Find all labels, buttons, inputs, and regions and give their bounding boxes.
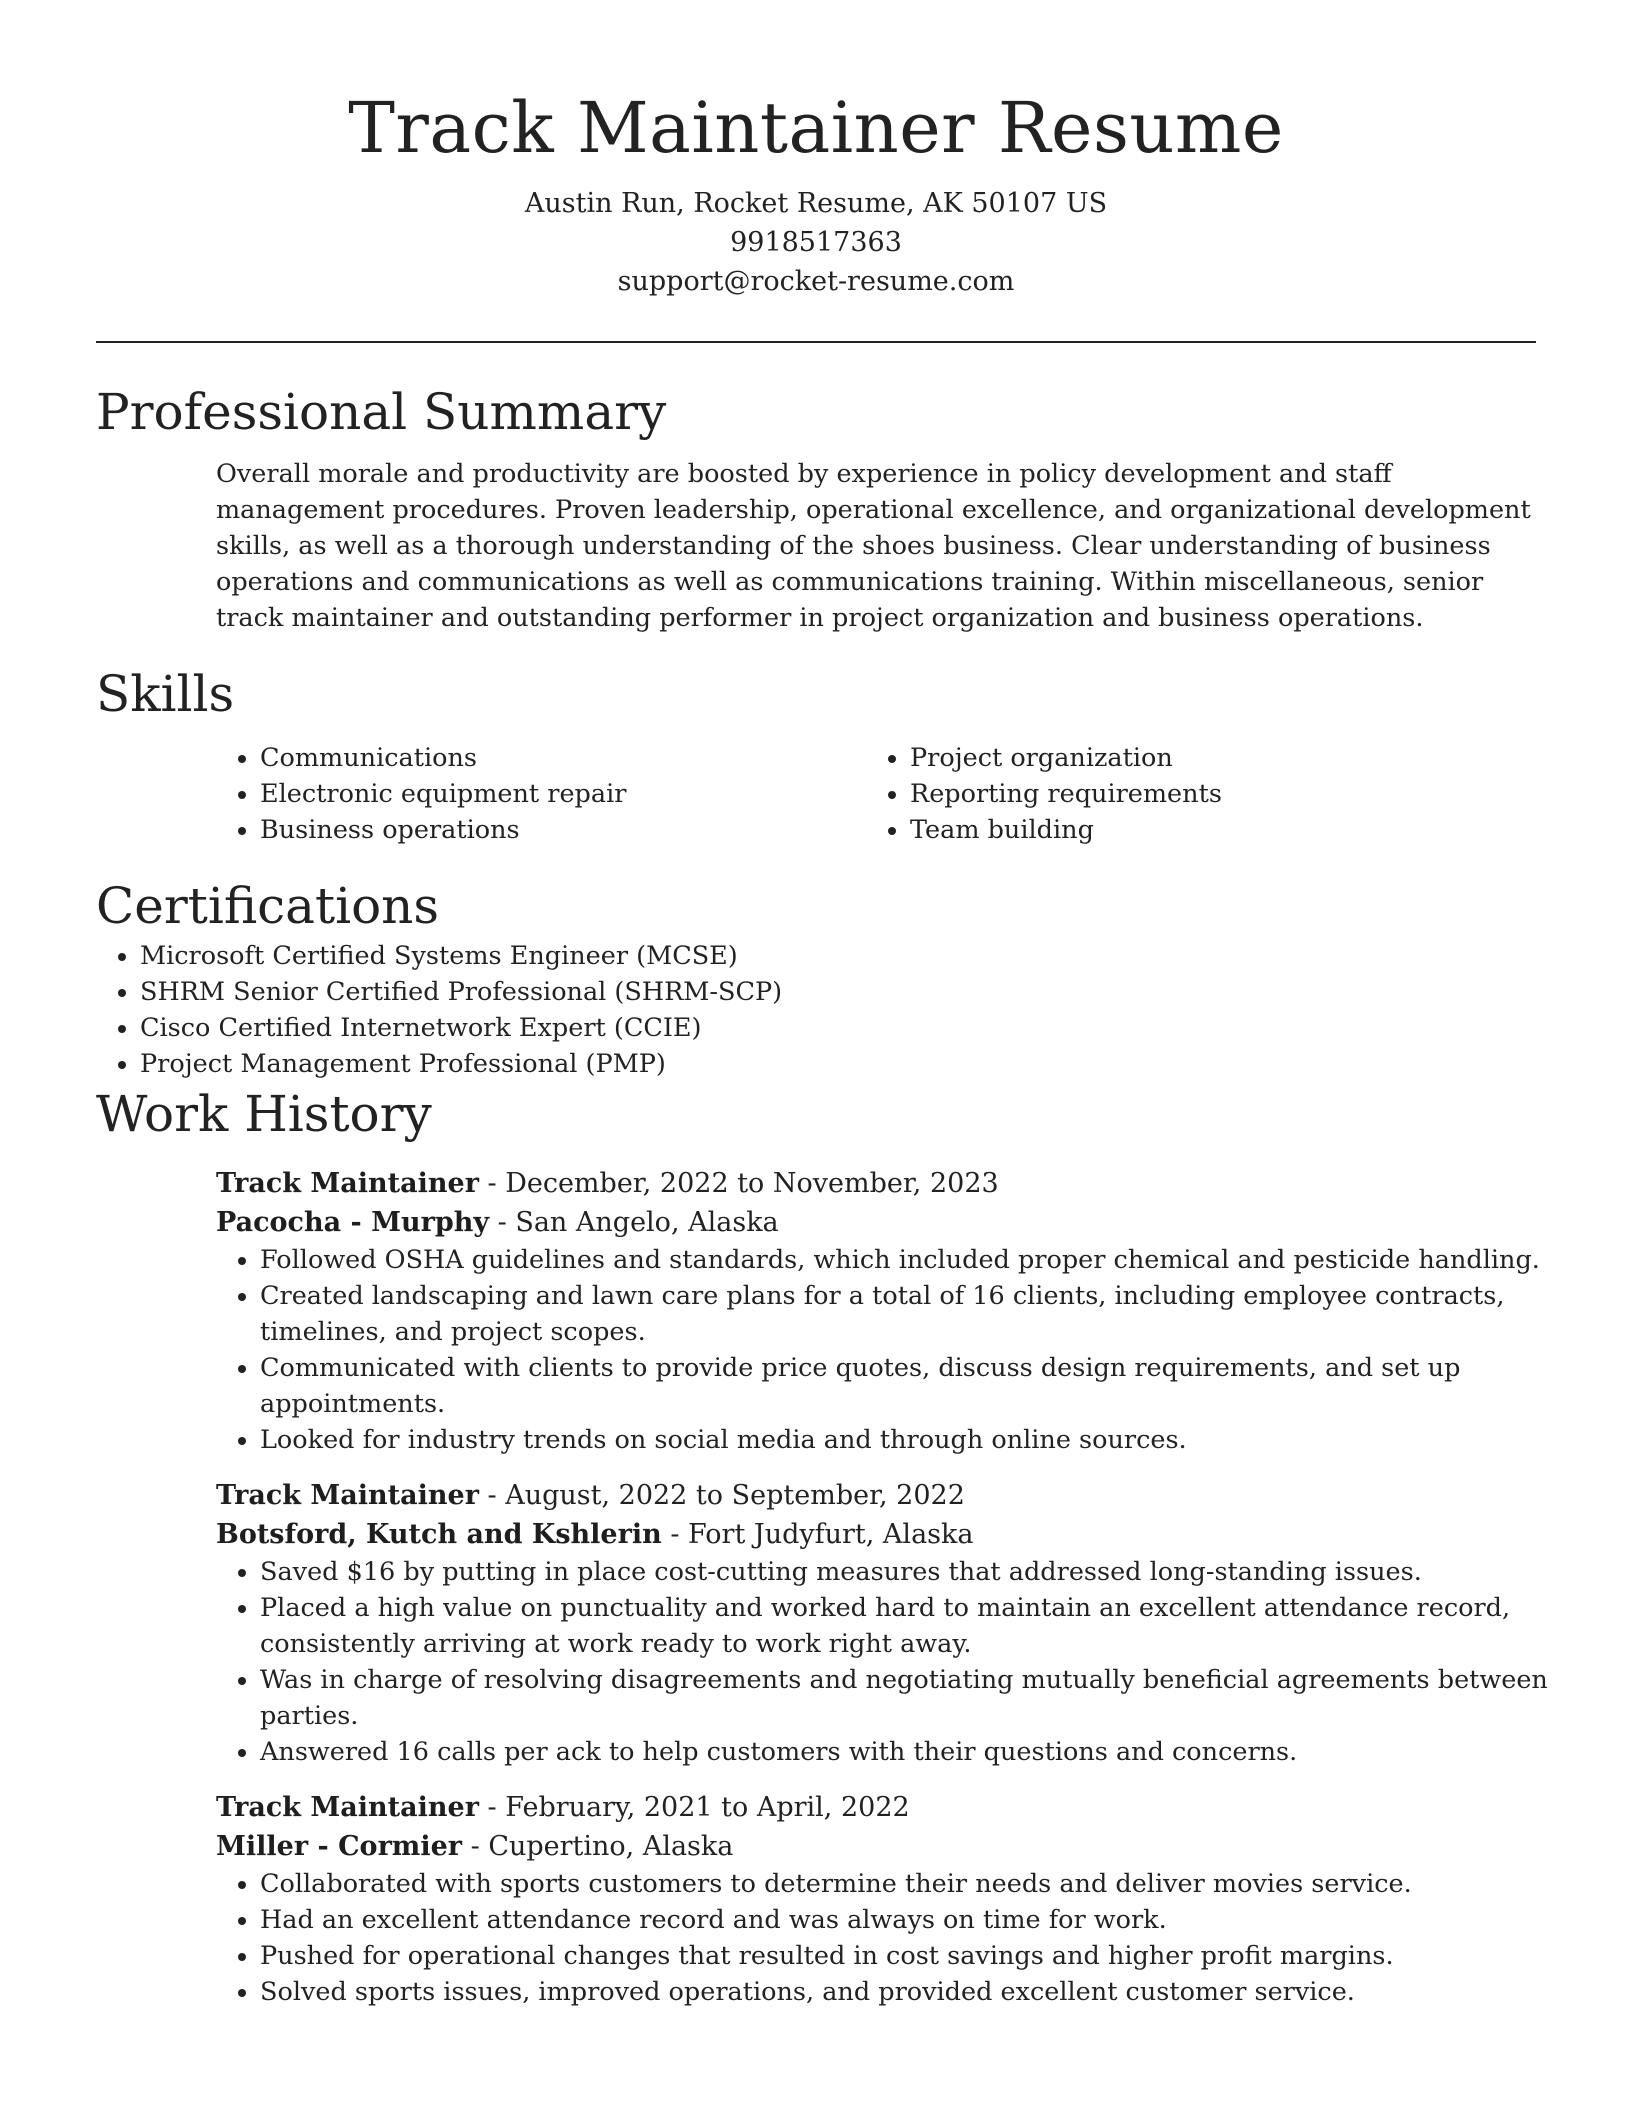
skills-grid — [216, 740, 1536, 848]
skills-section — [96, 662, 1536, 848]
job-dates: - August, 2022 to September, 2022 — [478, 1480, 965, 1511]
job-bullets — [216, 1866, 1580, 2010]
skill-item: • Project organization — [910, 740, 1516, 776]
job-bullet: • Was in charge of resolving disagreements and negotiating mutually beneficial agreements between parties. — [260, 1662, 1580, 1734]
skills-list-left — [216, 740, 866, 848]
job-bullet: • Saved $16 by putting in place cost-cutting measures that addressed long-standing issues. — [260, 1554, 1580, 1590]
certifications-section — [96, 874, 1536, 1082]
resume-header — [0, 0, 1632, 301]
job-bullet: • Looked for industry trends on social media and through online sources. — [260, 1422, 1580, 1458]
job-company: Pacocha - Murphy — [216, 1207, 490, 1238]
job-bullet: • Created landscaping and lawn care plans for a total of 16 clients, including employee contracts, timelines, and project scopes. — [260, 1278, 1580, 1350]
job-entry — [216, 1788, 1536, 2010]
job-title-line — [216, 1788, 1536, 1827]
job-title: Track Maintainer — [216, 1168, 479, 1199]
summary-text: Overall morale and productivity are boosted by experience in policy development and staff management procedures. Proven leadership, operational excellence, and organizational development skills, as well as a thorough understanding of the shoes business. Clear understanding of business operations and communications as well as communications training. Within miscellaneous, senior track maintainer and outstanding performer in project organization and business operations. — [216, 459, 1531, 633]
certification-item: • Microsoft Certified Systems Engineer (MCSE) — [140, 938, 1536, 974]
skill-item: • Reporting requirements — [910, 776, 1516, 812]
job-title: Track Maintainer — [216, 1480, 479, 1511]
job-title-line — [216, 1476, 1536, 1515]
contact-phone: 9918517363 — [730, 227, 902, 258]
contact-block — [0, 184, 1632, 301]
summary-section — [96, 380, 1536, 636]
job-bullet: • Had an excellent attendance record and was always on time for work. — [260, 1902, 1580, 1938]
job-entry — [216, 1164, 1540, 1458]
job-company-line — [216, 1827, 1536, 1866]
job-bullets — [216, 1554, 1580, 1770]
certification-item: • Cisco Certified Internetwork Expert (CCIE) — [140, 1010, 1536, 1046]
job-company-line — [216, 1203, 1536, 1242]
certification-item: • SHRM Senior Certified Professional (SHRM-SCP) — [140, 974, 1536, 1010]
job-company-line — [216, 1515, 1536, 1554]
work-history-heading: Work History — [96, 1085, 432, 1143]
job-bullet: • Solved sports issues, improved operations, and provided excellent customer service. — [260, 1974, 1580, 2010]
skill-item: • Communications — [260, 740, 866, 776]
skill-item: • Business operations — [260, 812, 866, 848]
certifications-list — [96, 938, 1536, 1082]
job-company: Botsford, Kutch and Kshlerin — [216, 1519, 662, 1550]
job-title: Track Maintainer — [216, 1792, 479, 1823]
resume-body — [96, 380, 1548, 2010]
work-history-section — [96, 1082, 1548, 2010]
job-bullets — [216, 1242, 1580, 1458]
job-location: - Cupertino, Alaska — [462, 1831, 734, 1862]
contact-email[interactable]: support@rocket-resume.com — [617, 266, 1015, 297]
job-entry — [216, 1476, 1548, 1770]
job-location: - San Angelo, Alaska — [489, 1207, 779, 1238]
job-location: - Fort Judyfurt, Alaska — [661, 1519, 974, 1550]
job-bullet: • Collaborated with sports customers to determine their needs and deliver movies service. — [260, 1866, 1580, 1902]
job-dates: - December, 2022 to November, 2023 — [478, 1168, 999, 1199]
resume-title: Track Maintainer Resume — [348, 87, 1284, 169]
job-title-line — [216, 1164, 1536, 1203]
header-divider — [96, 341, 1536, 343]
skill-item: • Electronic equipment repair — [260, 776, 866, 812]
certifications-heading: Certifications — [96, 877, 440, 935]
skill-item: • Team building — [910, 812, 1516, 848]
job-dates: - February, 2021 to April, 2022 — [478, 1792, 910, 1823]
job-bullet: • Followed OSHA guidelines and standards, which included proper chemical and pesticide handling. — [260, 1242, 1580, 1278]
skills-list-right — [866, 740, 1516, 848]
contact-address: Austin Run, Rocket Resume, AK 50107 US — [524, 188, 1108, 219]
job-bullet: • Communicated with clients to provide price quotes, discuss design requirements, and set up appointments. — [260, 1350, 1580, 1422]
job-company: Miller - Cormier — [216, 1831, 463, 1862]
job-bullet: • Placed a high value on punctuality and worked hard to maintain an excellent attendance record, consistently arriving at work ready to work right away. — [260, 1590, 1580, 1662]
job-bullet: • Pushed for operational changes that resulted in cost savings and higher profit margins. — [260, 1938, 1580, 1974]
job-bullet: • Answered 16 calls per ack to help customers with their questions and concerns. — [260, 1734, 1580, 1770]
certification-item: • Project Management Professional (PMP) — [140, 1046, 1536, 1082]
summary-heading: Professional Summary — [96, 383, 667, 441]
skills-heading: Skills — [96, 665, 235, 723]
